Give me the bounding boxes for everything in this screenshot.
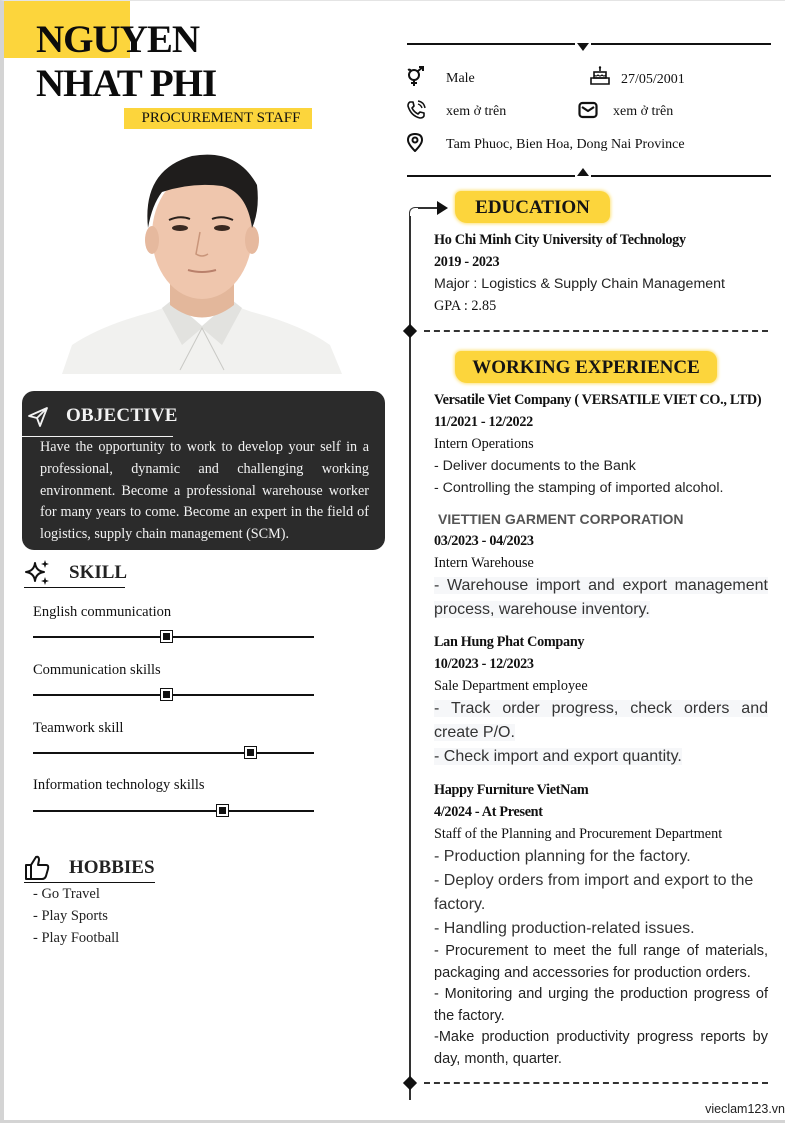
skill-title: SKILL <box>69 562 128 583</box>
job-duty-text: - Warehouse import and export management process, warehouse inventory. <box>434 577 768 618</box>
company-name: Versatile Viet Company ( VERSATILE VIET CO., LTD) <box>434 392 762 408</box>
skill-slider-track <box>33 752 314 754</box>
mail-icon <box>578 100 598 120</box>
dashed-divider <box>424 1082 768 1084</box>
timeline-connector <box>418 207 438 209</box>
education-gpa: GPA : 2.85 <box>434 298 497 314</box>
phone-value: xem ở trên <box>446 104 507 119</box>
objective-heading <box>22 401 178 437</box>
skill-label: Information technology skills <box>33 777 205 793</box>
gender-value: Male <box>446 71 475 86</box>
school-name: Ho Chi Minh City University of Technology <box>434 232 686 248</box>
education-major: Major : Logistics & Supply Chain Management <box>434 276 725 292</box>
skill-heading <box>24 558 128 588</box>
name-line-2: NHAT PHI <box>36 62 217 105</box>
skill-slider-track <box>33 694 314 696</box>
gender-icon <box>406 66 426 86</box>
candidate-name <box>36 18 216 106</box>
email-value: xem ở trên <box>613 104 674 119</box>
job-role: Sale Department employee <box>434 678 588 694</box>
job-entry <box>434 779 768 1071</box>
skill-slider-knob <box>160 630 173 643</box>
job-duty <box>434 697 768 745</box>
job-entry <box>434 389 768 499</box>
contact-top-divider <box>407 43 771 45</box>
company-name: Happy Furniture VietNam <box>434 782 589 798</box>
birthday-value: 27/05/2001 <box>621 72 685 87</box>
job-role: Staff of the Planning and Procurement Department <box>434 826 723 842</box>
hobby-item: - Play Football <box>33 930 120 946</box>
experience-heading <box>455 351 717 383</box>
job-duty: - Production planning for the factory. <box>434 848 691 865</box>
job-duty: -Make production productivity progress reports by day, month, quarter. <box>434 1029 768 1067</box>
arrow-right-icon <box>437 201 448 215</box>
skill-slider-knob <box>160 688 173 701</box>
job-duty: - Deploy orders from import and export to the factory. <box>434 872 754 913</box>
job-duty: - Controlling the stamping of imported alcohol. <box>434 480 724 496</box>
job-duty: - Monitoring and urging the production progress of the factory. <box>434 986 768 1024</box>
objective-text: Have the opportunity to work to develop your self in a professional, dynamic and challenging working environment. Become a professional warehouse worker for many years to come. Become an expert in the field of logistics, supply chain management (SCM). <box>40 439 369 543</box>
watermark: vieclam123.vn <box>705 1102 785 1116</box>
job-period: 03/2023 - 04/2023 <box>434 533 534 549</box>
skill-label: Communication skills <box>33 662 161 678</box>
job-duty-text: - Check import and export quantity. <box>434 748 682 765</box>
job-period: 11/2021 - 12/2022 <box>434 414 533 430</box>
job-period: 10/2023 - 12/2023 <box>434 656 534 672</box>
portrait-photo <box>62 140 342 374</box>
phone-icon <box>406 100 426 120</box>
job-entry <box>434 508 768 622</box>
sparkles-icon <box>24 558 52 586</box>
timeline-corner <box>409 207 419 217</box>
education-block <box>434 229 768 317</box>
skill-slider-track <box>33 810 314 812</box>
thumbs-up-icon <box>24 853 52 881</box>
job-role: Intern Operations <box>434 436 534 452</box>
person-photo-icon <box>62 140 342 374</box>
address-value: Tam Phuoc, Bien Hoa, Dong Nai Province <box>446 137 685 152</box>
job-role: Intern Warehouse <box>434 555 534 571</box>
education-title: EDUCATION <box>475 197 590 218</box>
education-heading <box>455 191 610 223</box>
contact-bottom-divider <box>407 175 771 177</box>
company-name: VIETTIEN GARMENT CORPORATION <box>438 511 684 527</box>
job-duty <box>434 574 768 622</box>
hobbies-heading <box>24 853 155 883</box>
skill-item <box>33 776 315 794</box>
skill-slider-knob <box>244 746 257 759</box>
paper-plane-icon <box>26 405 50 429</box>
skill-item <box>33 661 315 679</box>
dashed-divider <box>424 330 768 332</box>
hobbies-list <box>33 883 119 949</box>
timeline-line <box>409 216 411 1100</box>
triangle-down-icon <box>577 43 589 51</box>
skill-label: English communication <box>33 604 172 620</box>
hobby-item: - Play Sports <box>33 908 108 924</box>
experience-title: WORKING EXPERIENCE <box>472 357 700 378</box>
objective-panel <box>22 391 385 550</box>
job-title-badge: PROCUREMENT STAFF <box>124 108 312 129</box>
skill-item <box>33 719 315 737</box>
job-duty: - Deliver documents to the Bank <box>434 458 636 474</box>
job-duty-text: - Track order progress, check orders and create P/O. <box>434 700 768 741</box>
education-period: 2019 - 2023 <box>434 254 500 270</box>
company-name: Lan Hung Phat Company <box>434 634 585 650</box>
birthday-cake-icon <box>590 66 610 86</box>
skill-slider-track <box>33 636 314 638</box>
skill-item <box>33 603 315 621</box>
objective-title: OBJECTIVE <box>66 405 178 426</box>
triangle-up-icon <box>577 168 589 176</box>
name-line-1: NGUYEN <box>36 18 200 61</box>
hobbies-title: HOBBIES <box>69 857 155 878</box>
job-duty <box>434 745 768 769</box>
job-entry <box>434 631 768 769</box>
skill-label: Teamwork skill <box>33 720 124 736</box>
skill-slider-knob <box>216 804 229 817</box>
job-duty: - Handling production-related issues. <box>434 920 695 937</box>
location-pin-icon <box>405 132 425 152</box>
hobby-item: - Go Travel <box>33 886 100 902</box>
job-period: 4/2024 - At Present <box>434 804 543 820</box>
job-duty: - Procurement to meet the full range of materials, packaging and accessories for production orders. <box>434 943 768 981</box>
